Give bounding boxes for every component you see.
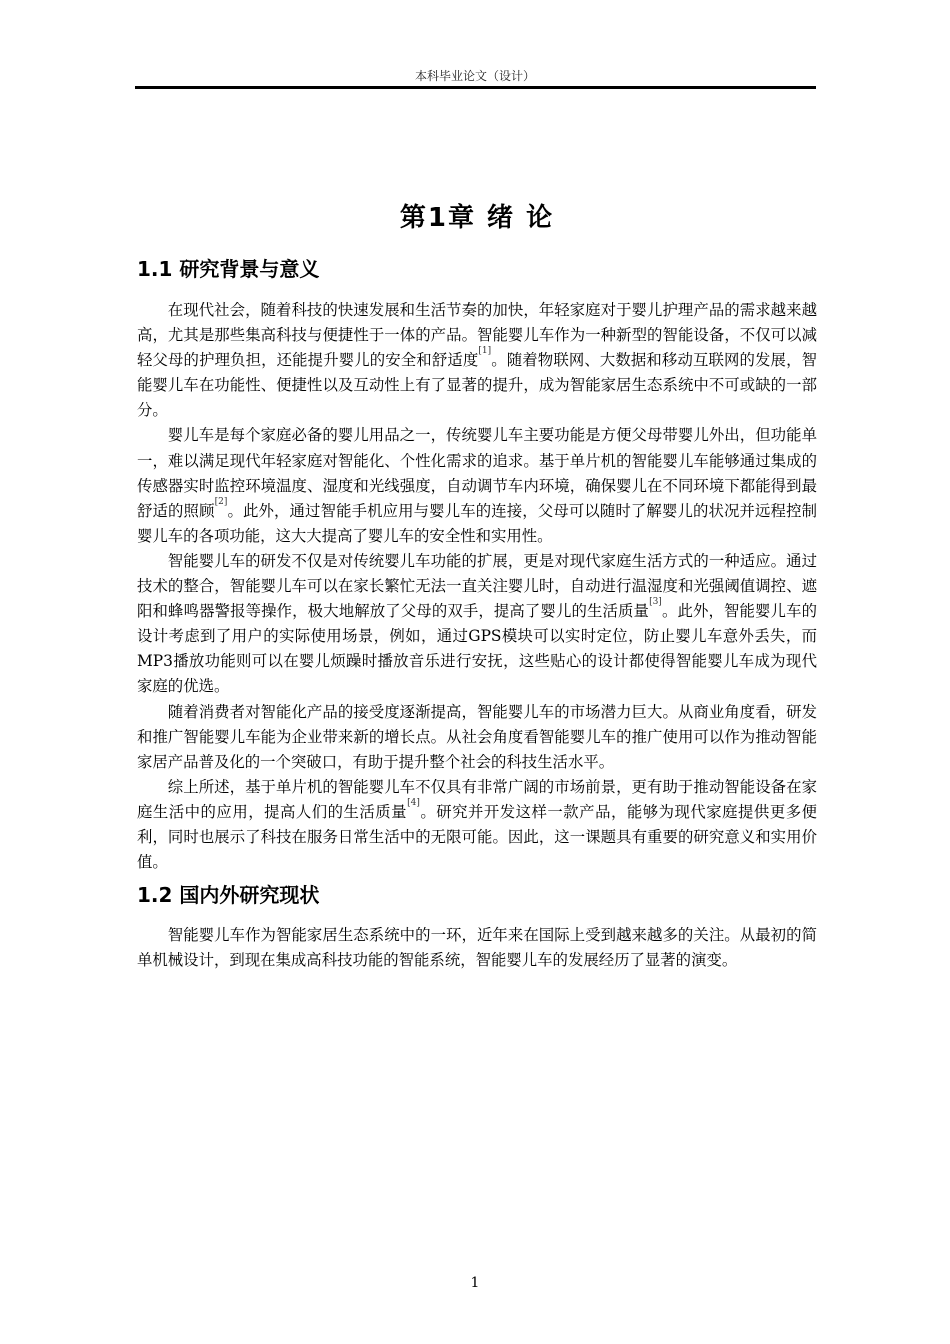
paragraph-text: 综上所述，基于单片机的智能婴儿车不仅具有非常广阔的市场前景，更有助于推动智能设备在家庭生活中的应用，提高人们的生活质量 [137, 777, 817, 821]
paragraph-text: 随着消费者对智能化产品的接受度逐渐提高，智能婴儿车的市场潜力巨大。从商业角度看，研发和推广智能婴儿车能为企业带来新的增长点。从社会角度看智能婴儿车的推广使用可以作为推动智能家居产品普及化的一个突破口，有助于提升整个社会的科技生活水平。 [137, 702, 817, 771]
paragraph [137, 298, 817, 423]
section-title: 1.1 研究背景与意义 [137, 257, 320, 281]
paragraph [137, 700, 817, 775]
paragraph-text: 。随着物联网、大数据和移动互联网的发展，智能婴儿车在功能性、便捷性以及互动性上有了显著的提升，成为智能家居生态系统中不可或缺的一部分。 [137, 351, 817, 420]
paragraph [137, 775, 817, 875]
page-number: 1 [470, 1275, 480, 1291]
citation-marker: [1] [478, 346, 492, 357]
citation-marker: [4] [407, 797, 420, 808]
citation-marker: [2] [214, 496, 228, 507]
paragraph [137, 423, 817, 548]
chapter-title: 第1章 绪 论 [399, 203, 555, 233]
paragraph-text: 。此外，智能婴儿车的设计考虑到了用户的实际使用场景，例如，通过GPS模块可以实时定位，防止婴儿车意外丢失，而MP3播放功能则可以在婴儿烦躁时播放音乐进行安抚，这些贴心的设计都使得智能婴儿车成为现代家庭的优选。 [137, 602, 817, 696]
page-body [137, 196, 817, 973]
paragraph-text: 在现代社会，随着科技的快速发展和生活节奏的加快，年轻家庭对于婴儿护理产品的需求越来越高，尤其是那些集高科技与便捷性于一体的产品。智能婴儿车作为一种新型的智能设备，不仅可以减轻父母的护理负担，还能提升婴儿的安全和舒适度 [137, 301, 817, 370]
header-rule [135, 86, 816, 89]
paragraph-text: 。此外，通过智能手机应用与婴儿车的连接，父母可以随时了解婴儿的状况并远程控制婴儿车的各项功能，这大大提高了婴儿车的安全性和实用性。 [137, 501, 817, 545]
section-title: 1.2 国内外研究现状 [137, 883, 320, 908]
running-header: 本科毕业论文（设计） [414, 69, 535, 83]
paragraph-text: 婴儿车是每个家庭必备的婴儿用品之一，传统婴儿车主要功能是方便父母带婴儿外出，但功能单一，难以满足现代年轻家庭对智能化、个性化需求的追求。基于单片机的智能婴儿车能够通过集成的传感器实时监控环境温度、湿度和光线强度，自动调节车内环境，确保婴儿在不同环境下都能得到最舒适的照顾 [137, 426, 817, 520]
paragraph-text: 智能婴儿车的研发不仅是对传统婴儿车功能的扩展，更是对现代家庭生活方式的一种适应。通过技术的整合，智能婴儿车可以在家长繁忙无法一直关注婴儿时，自动进行温湿度和光强阈值调控、遮阳和蜂鸣器警报等操作，极大地解放了父母的双手，提高了婴儿的生活质量 [137, 551, 817, 621]
paragraph-text: 。研究并开发这样一款产品，能够为现代家庭提供更多便利，同时也展示了科技在服务日常生活中的无限可能。因此，这一课题具有重要的研究意义和实用价值。 [137, 802, 817, 872]
paragraph [137, 923, 817, 973]
paragraph-text: 智能婴儿车作为智能家居生态系统中的一环，近年来在国际上受到越来越多的关注。从最初的简单机械设计，到现在集成高科技功能的智能系统，智能婴儿车的发展经历了显著的演变。 [137, 926, 817, 970]
citation-marker: [3] [649, 597, 662, 607]
paragraph [137, 549, 817, 700]
